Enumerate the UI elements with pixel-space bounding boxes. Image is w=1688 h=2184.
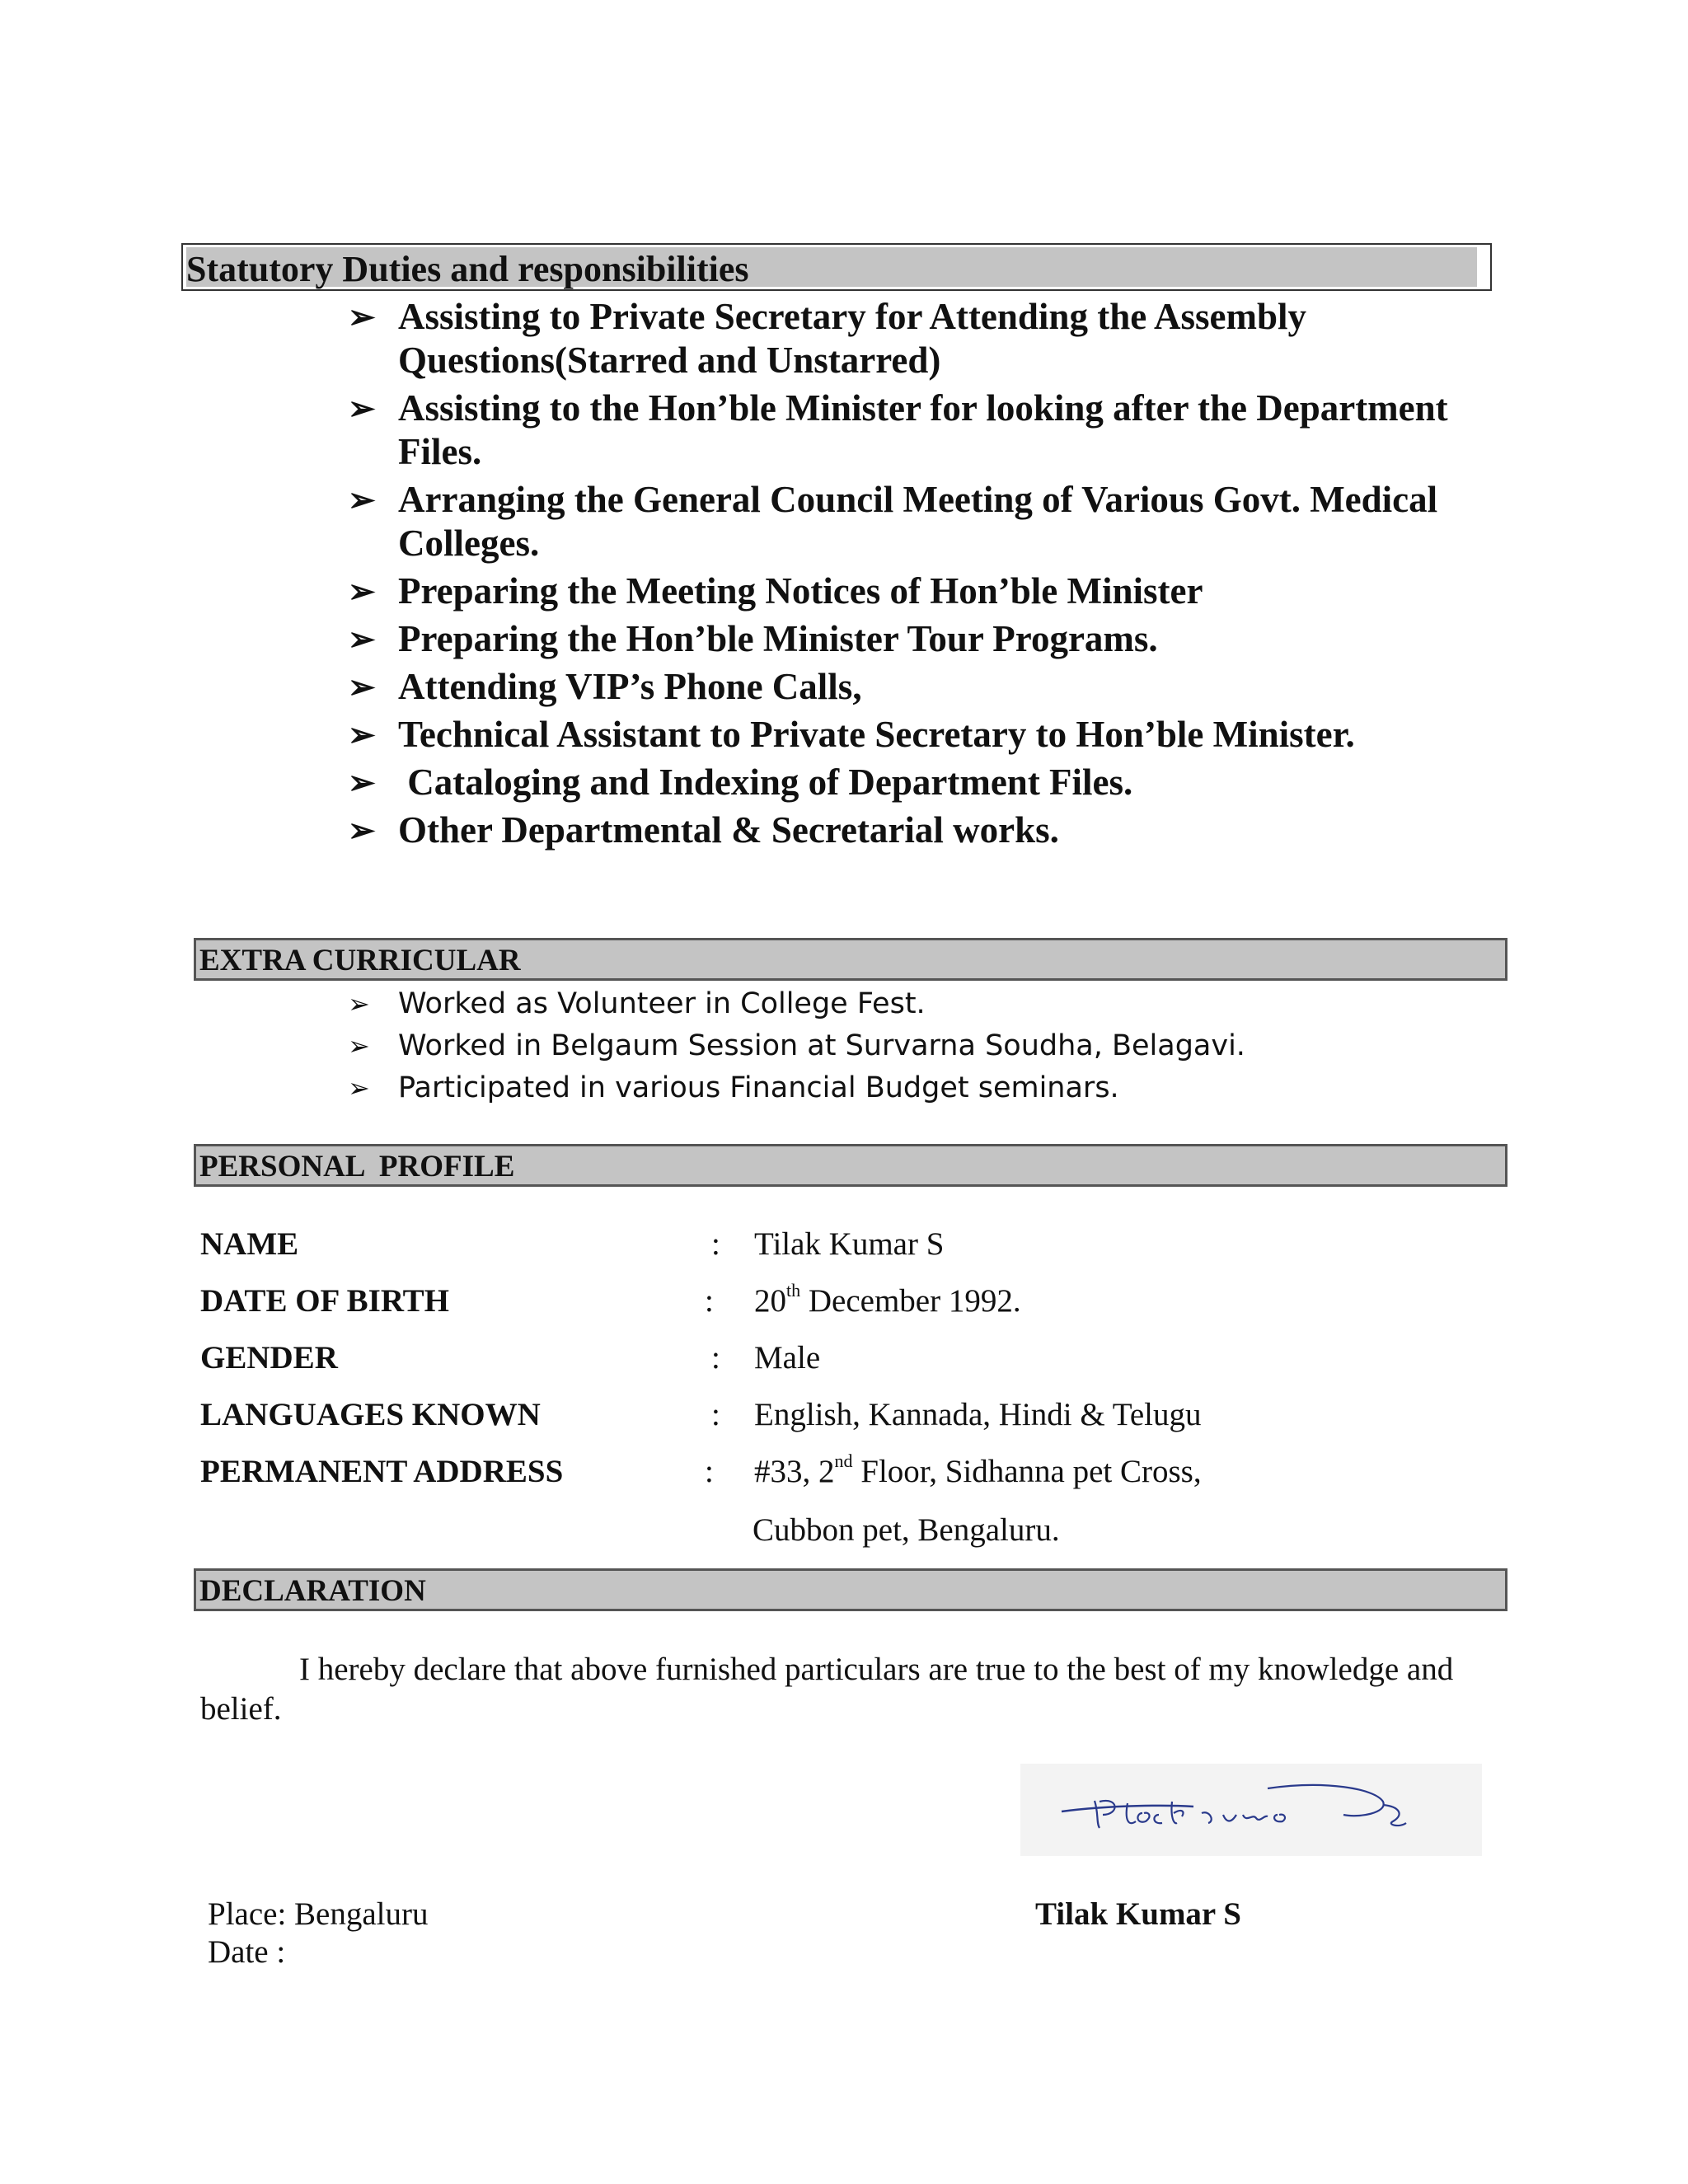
arrow-bullet-icon: ➢ — [348, 390, 376, 427]
list-item: ➢ Worked as Volunteer in College Fest. — [346, 983, 1418, 1025]
address-value: #33, 2nd Floor, Sidhanna pet Cross, — [754, 1451, 1202, 1489]
place-text: Place: Bengaluru — [208, 1896, 429, 1932]
duties-list — [346, 295, 1500, 856]
arrow-bullet-icon: ➢ — [348, 988, 370, 1019]
arrow-bullet-icon: ➢ — [348, 621, 376, 658]
languages-label: LANGUAGES KNOWN — [200, 1397, 541, 1432]
colon: : — [711, 1397, 720, 1432]
list-item: ➢ Preparing the Meeting Notices of Hon’ble Minister — [348, 570, 1203, 612]
signature-icon — [1020, 1764, 1482, 1856]
list-item: ➢ Cataloging and Indexing of Department Files. — [348, 762, 1133, 803]
list-item: ➢ Arranging the General Council Meeting of Various Govt. Medical Colleges. — [348, 479, 1438, 564]
extra-list — [346, 983, 1418, 1109]
list-item: ➢ Preparing the Hon’ble Minister Tour Programs. — [348, 618, 1158, 659]
gender-value: Male — [754, 1340, 821, 1376]
colon: : — [711, 1226, 720, 1262]
extra-section-heading — [194, 938, 1507, 981]
signature-image — [1020, 1764, 1482, 1856]
gender-label: GENDER — [200, 1340, 338, 1376]
list-item: ➢ Attending VIP’s Phone Calls, — [348, 666, 862, 707]
arrow-bullet-icon: ➢ — [348, 481, 376, 518]
name-value: Tilak Kumar S — [754, 1226, 945, 1262]
arrow-bullet-icon: ➢ — [348, 764, 376, 801]
address-label: PERMANENT ADDRESS — [200, 1454, 564, 1489]
colon: : — [711, 1340, 720, 1376]
arrow-bullet-icon: ➢ — [348, 716, 376, 753]
date-text: Date : — [208, 1934, 286, 1970]
dob-value: 20th December 1992. — [754, 1280, 1021, 1319]
arrow-bullet-icon: ➢ — [348, 573, 376, 610]
signer-name: Tilak Kumar S — [1035, 1896, 1241, 1932]
list-item: ➢ Other Departmental & Secretarial works. — [348, 809, 1059, 851]
list-item: ➢ Assisting to Private Secretary for Attending the Assembly Questions(Starred and Unstarred) — [348, 296, 1306, 381]
profile-section-heading — [194, 1144, 1507, 1187]
list-item: ➢ Assisting to the Hon’ble Minister for looking after the Department Files. — [348, 387, 1448, 472]
dob-label: DATE OF BIRTH — [200, 1283, 450, 1319]
name-label: NAME — [200, 1226, 299, 1262]
duties-heading-text: Statutory Duties and responsibilities — [186, 249, 749, 289]
arrow-bullet-icon: ➢ — [348, 1072, 370, 1104]
list-item: ➢ Technical Assistant to Private Secretary to Hon’ble Minister. — [348, 714, 1355, 755]
colon: : — [705, 1454, 714, 1489]
arrow-bullet-icon: ➢ — [348, 1030, 370, 1062]
declaration-text: I hereby declare that above furnished particulars are true to the best of my knowledge and belief. — [200, 1652, 1454, 1727]
arrow-bullet-icon: ➢ — [348, 812, 376, 849]
list-item: ➢ Participated in various Financial Budget seminars. — [346, 1067, 1418, 1109]
arrow-bullet-icon: ➢ — [348, 668, 376, 705]
duties-section-heading — [181, 243, 1492, 291]
languages-value: English, Kannada, Hindi & Telugu — [754, 1397, 1202, 1432]
declaration-heading-text: DECLARATION — [199, 1574, 426, 1608]
extra-heading-text: EXTRA CURRICULAR — [199, 944, 521, 977]
list-item: ➢ Worked in Belgaum Session at Survarna Soudha, Belagavi. — [346, 1025, 1418, 1067]
address-line2: Cubbon pet, Bengaluru. — [753, 1512, 1060, 1548]
arrow-bullet-icon: ➢ — [348, 298, 376, 335]
declaration-section-heading — [194, 1568, 1507, 1611]
colon: : — [705, 1283, 714, 1319]
profile-heading-text: PERSONAL PROFILE — [199, 1150, 515, 1183]
